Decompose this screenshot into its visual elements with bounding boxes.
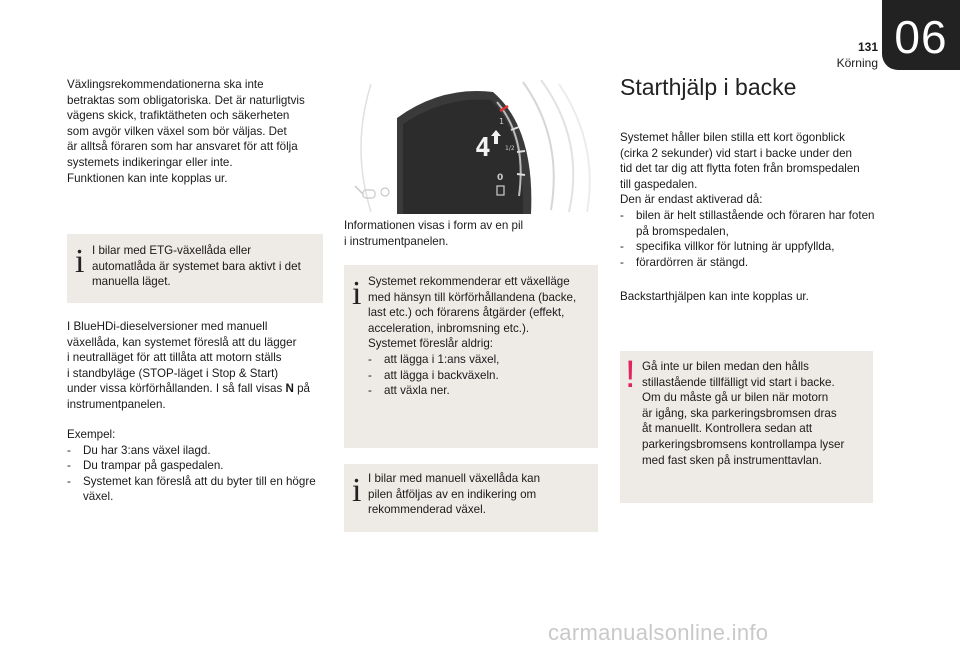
neutral-symbol: N bbox=[285, 382, 294, 396]
text-line: i standbyläge (STOP-läget i Stop & Start) bbox=[67, 366, 279, 380]
text-line: systemets indikeringar eller inte. bbox=[67, 155, 233, 169]
list-item: - bilen är helt stillastående och föraren har foten på bromspedalen, bbox=[620, 208, 882, 239]
chapter-number: 06 bbox=[894, 11, 948, 63]
gauge-mark: 1/2 bbox=[505, 145, 515, 152]
example-block bbox=[67, 427, 329, 505]
hill-start-paragraph bbox=[620, 130, 882, 270]
intro-paragraph bbox=[67, 77, 329, 186]
text-line: parkeringsbromsens kontrollampa lyser bbox=[642, 437, 845, 451]
text-line: växellåda, kan systemet föreslå att du lägger bbox=[67, 335, 297, 349]
warning-box bbox=[620, 351, 873, 503]
instrument-panel-illustration bbox=[341, 78, 603, 214]
text-line: vägens skick, trafiktätheten och säkerheten bbox=[67, 109, 290, 123]
warning-icon: ! bbox=[625, 354, 636, 396]
text-line: i neutralläget för att tillåta att motorn ställs bbox=[67, 351, 282, 365]
text-line: Systemet rekommenderar ett växelläge bbox=[368, 275, 570, 288]
text-line: last etc.) och förarens åtgärder (effekt, bbox=[368, 306, 565, 320]
text-line: är igång, ska parkeringsbromsen dras bbox=[642, 406, 837, 420]
list-item: - specifika villkor för lutning är uppfyllda, bbox=[620, 239, 882, 255]
text-line: I BlueHDi-dieselversioner med manuell bbox=[67, 320, 268, 333]
text-line: som avgör vilken växel som bör väljas. Det bbox=[67, 124, 287, 138]
list-item: - förardörren är stängd. bbox=[620, 255, 882, 271]
text-line: tid det tar dig att flytta foten från bromspedalen bbox=[620, 162, 860, 176]
gauge-mark: 1 bbox=[499, 117, 505, 126]
text-line: Backstarthjälpen kan inte kopplas ur. bbox=[620, 290, 809, 303]
text-line: Systemet håller bilen stilla ett kort ögonblick bbox=[620, 131, 845, 144]
text-line: Den är endast aktiverad då: bbox=[620, 193, 763, 207]
watermark: carmanualsonline.info bbox=[548, 620, 769, 645]
bluehdi-paragraph bbox=[67, 319, 329, 413]
text-line: pilen åtföljas av en indikering om bbox=[368, 487, 537, 501]
gear-number: 4 bbox=[475, 133, 491, 163]
text-line: acceleration, inbromsning etc.). bbox=[368, 321, 530, 335]
info-icon: i bbox=[352, 472, 362, 509]
note-text bbox=[368, 274, 596, 399]
text-line: manuella läget. bbox=[92, 275, 171, 289]
text-line: I bilar med manuell växellåda kan bbox=[368, 472, 541, 485]
text-line bbox=[67, 381, 329, 397]
text-line: rekommenderad växel. bbox=[368, 503, 486, 517]
gauge-caption bbox=[344, 218, 604, 249]
text-line: Funktionen kan inte kopplas ur. bbox=[67, 171, 228, 185]
list-item: - att växla ner. bbox=[368, 383, 596, 399]
text-line: (cirka 2 sekunder) vid start i backe under den bbox=[620, 146, 852, 160]
text-line: åt manuellt. Kontrollera sedan att bbox=[642, 422, 813, 436]
note-text bbox=[92, 243, 320, 290]
info-note-manual-gearbox bbox=[344, 464, 598, 532]
list-item: - att lägga i backväxeln. bbox=[368, 368, 596, 384]
example-list bbox=[67, 443, 329, 505]
info-note-etg bbox=[67, 234, 323, 303]
text-line: automatlåda är systemet bara aktivt i det bbox=[92, 259, 301, 273]
text-line: Växlingsrekommendationerna ska inte bbox=[67, 78, 264, 91]
section-title: Körning bbox=[836, 56, 878, 70]
page-number: 131 bbox=[857, 40, 878, 54]
disable-note bbox=[620, 289, 882, 305]
info-note-recommendation bbox=[344, 265, 598, 448]
text-line: med hänsyn till körförhållandena (backe, bbox=[368, 290, 577, 304]
text-line: Om du måste gå ur bilen när motorn bbox=[642, 391, 829, 405]
note-text bbox=[368, 471, 596, 518]
list-item: - Du har 3:ans växel ilagd. bbox=[67, 443, 329, 459]
text-span: på bbox=[293, 382, 310, 396]
decorative-symbol-icon bbox=[381, 188, 389, 196]
info-icon: i bbox=[352, 275, 362, 312]
conditions-list bbox=[620, 208, 882, 270]
text-line: instrumentpanelen. bbox=[67, 397, 166, 411]
text-line: är alltså föraren som har ansvaret för att följa bbox=[67, 140, 298, 154]
text-line: till gaspedalen. bbox=[620, 177, 698, 191]
warning-text bbox=[642, 359, 870, 468]
list-item: - Systemet kan föreslå att du byter till en högre växel. bbox=[67, 474, 329, 505]
example-title: Exempel: bbox=[67, 428, 116, 441]
never-list bbox=[368, 352, 596, 399]
list-item: - Du trampar på gaspedalen. bbox=[67, 458, 329, 474]
text-line: i instrumentpanelen. bbox=[344, 234, 449, 248]
text-line: stillastående tillfälligt vid start i backe. bbox=[642, 375, 835, 389]
text-line: betraktas som obligatoriska. Det är naturligtvis bbox=[67, 93, 305, 107]
list-item: - att lägga i 1:ans växel, bbox=[368, 352, 596, 368]
text-span: under vissa körförhållanden. I så fall visas bbox=[67, 382, 286, 396]
text-line: Informationen visas i form av en pil bbox=[344, 219, 524, 232]
text-line: Systemet föreslår aldrig: bbox=[368, 337, 494, 351]
chapter-tab bbox=[882, 0, 960, 70]
text-line: Gå inte ur bilen medan den hålls bbox=[642, 360, 809, 373]
text-line: I bilar med ETG-växellåda eller bbox=[92, 244, 252, 257]
text-line: med fast sken på instrumenttavlan. bbox=[642, 453, 822, 467]
section-heading: Starthjälp i backe bbox=[620, 74, 797, 100]
decorative-symbol-icon bbox=[355, 186, 363, 194]
info-icon: i bbox=[75, 243, 85, 280]
gauge-mark: 0 bbox=[497, 173, 504, 183]
